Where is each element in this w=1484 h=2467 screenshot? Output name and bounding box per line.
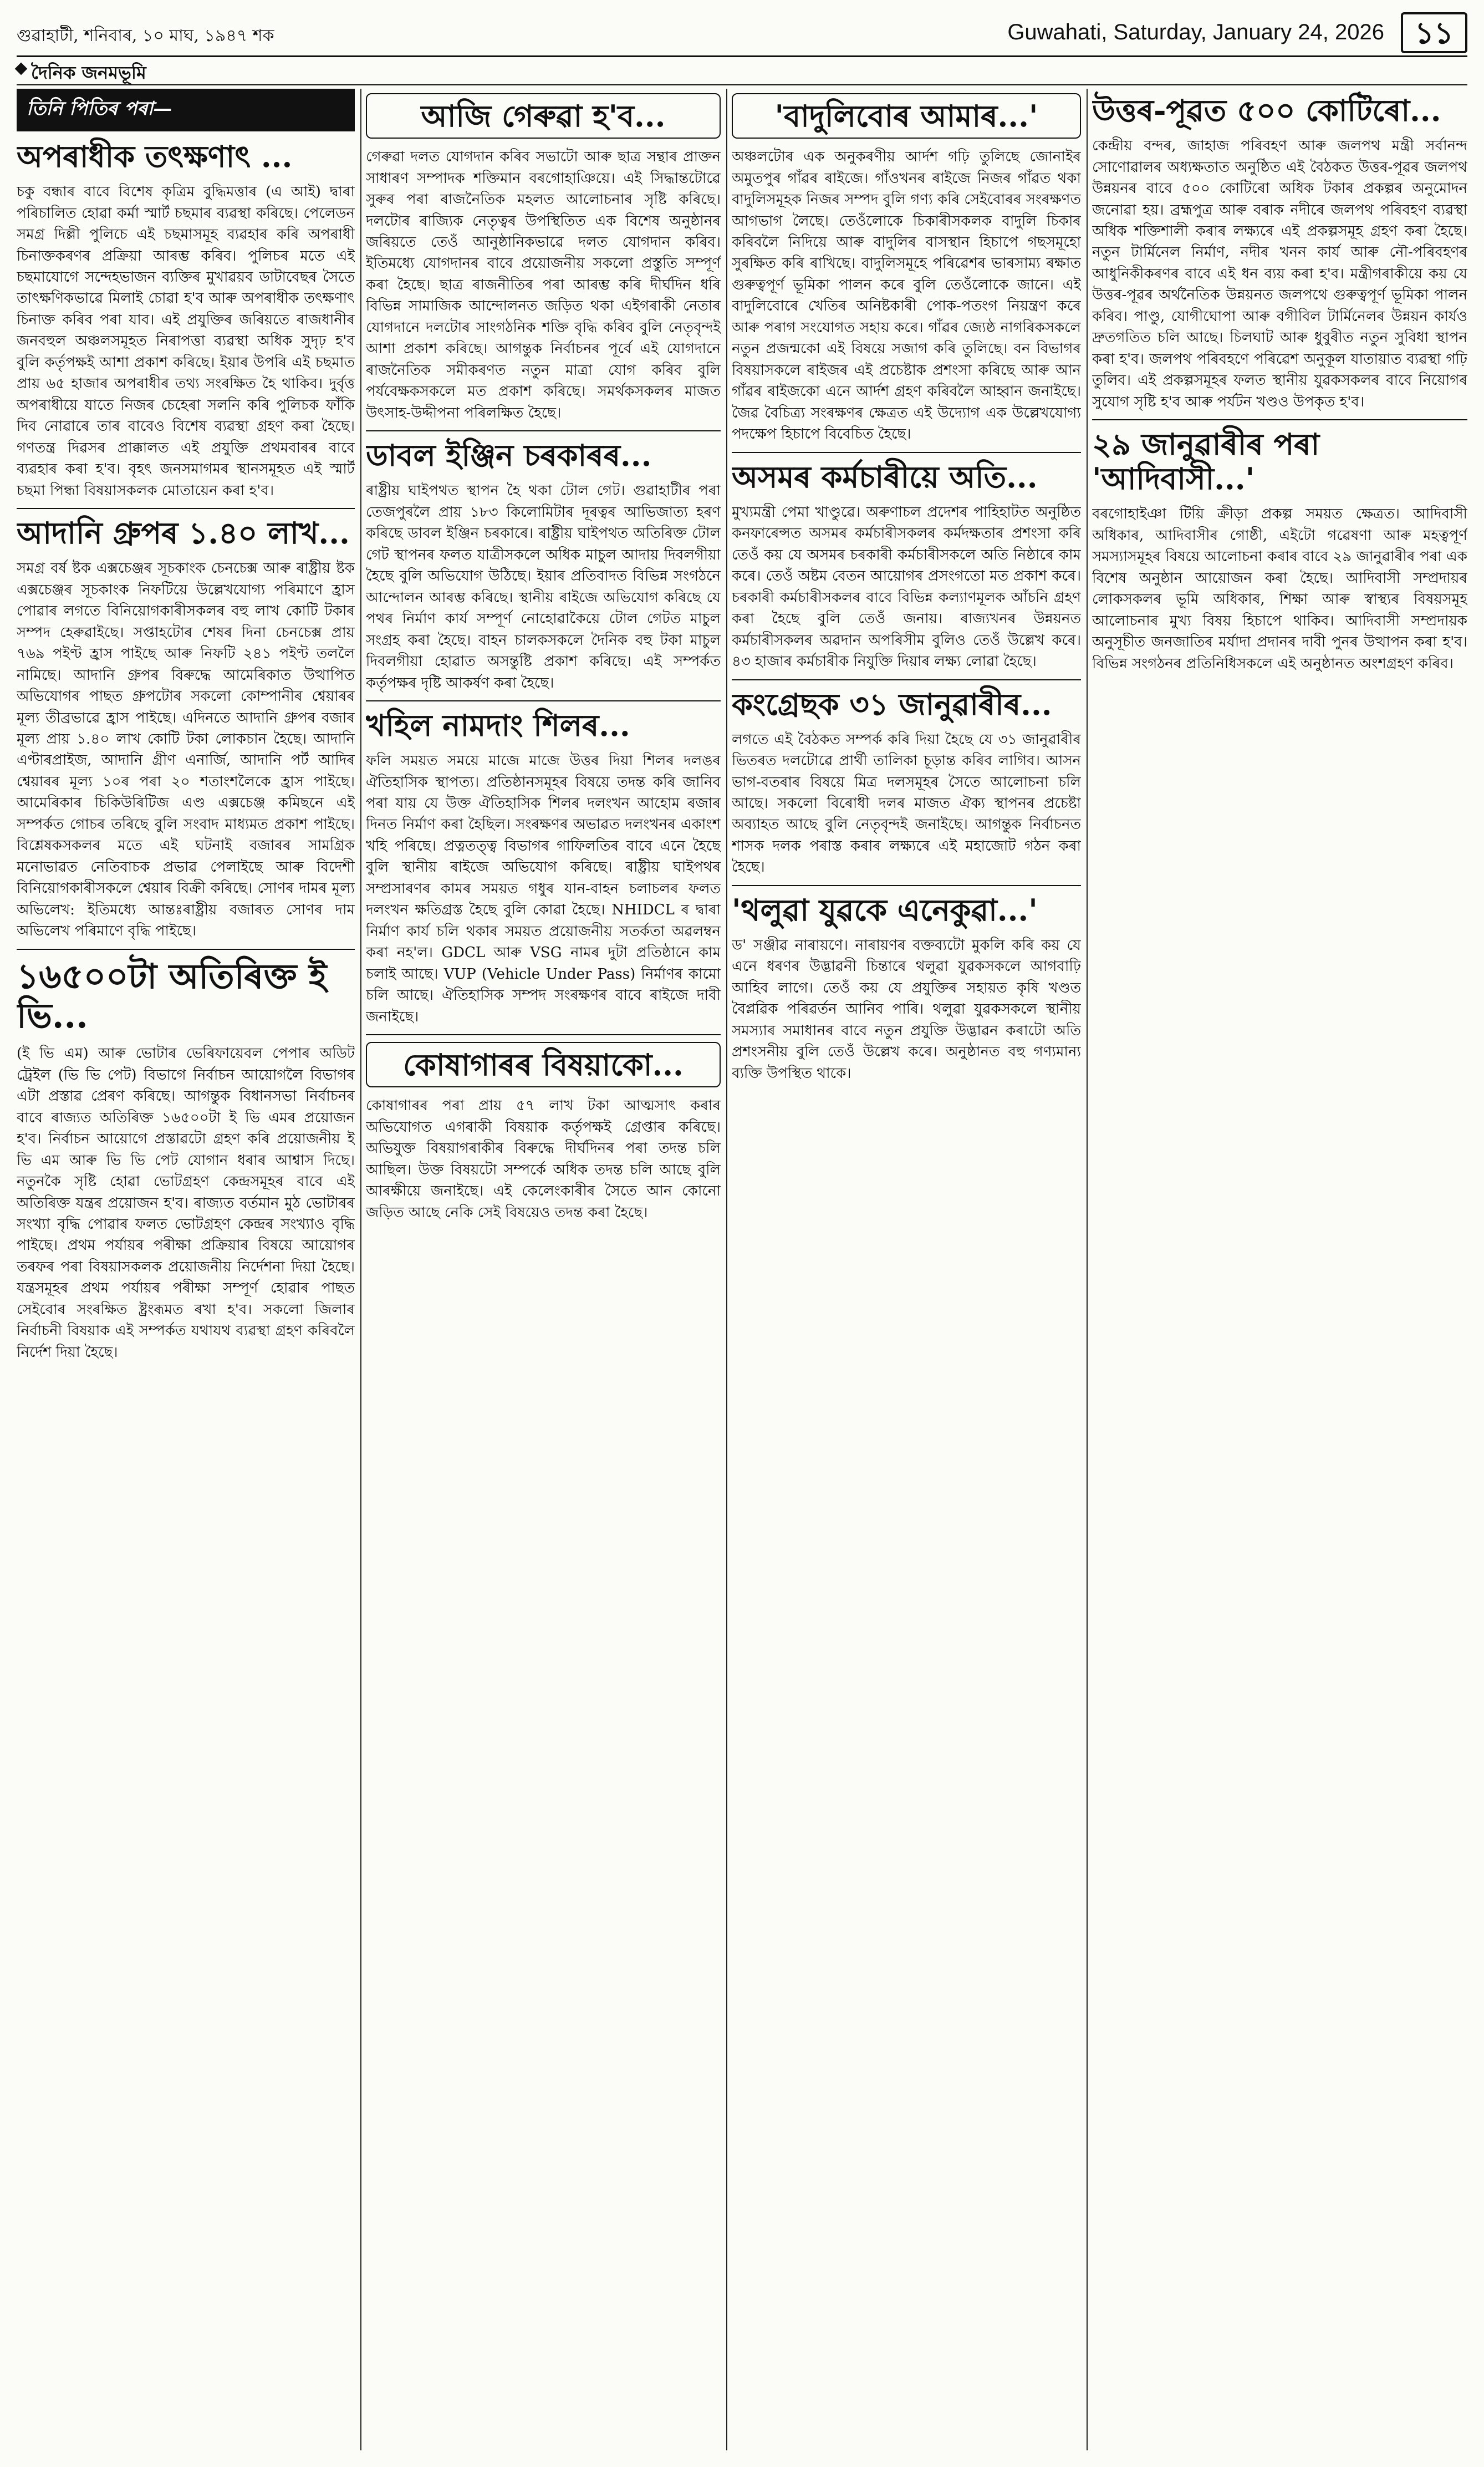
article-headline: ১৬৫০০টা অতিৰিক্ত ই ভি... [17,955,327,1036]
column-2 [366,89,721,2450]
article-headline: অপৰাধীক তৎক্ষণাৎ ... [17,139,293,174]
header-date-english: Guwahati, Saturday, January 24, 2026 [1007,20,1384,44]
header-date-assamese: গুৱাহাটী, শনিবাৰ, ১০ মাঘ, ১৯৪৭ শক [17,26,274,45]
article-evm [17,957,355,1364]
article-body: গেৰুৱা দলত যোগদান কৰিব সভাটো আৰু ছাত্ৰ সন্থাৰ প্ৰাক্তন সাধাৰণ সম্পাদক শক্তিমান বৰগোহাঞিয়ে। এই সিদ্ধান্তটোৱে সুৰুৰ পৰা ৰাজনৈতিক মহলত আলোচনাৰ সৃষ্টি কৰিছে। দলটোৰ ৰাজ্যিক নেতৃত্বৰ উপস্থিতিত এক বিশেষ অনুষ্ঠানৰ জৰিয়তে তেওঁ আনুষ্ঠানিকভাৱে দলত যোগদান কৰিব। ইতিমধ্যে যোগদানৰ বাবে প্ৰয়োজনীয় সকলো প্ৰস্তুতি সম্পূৰ্ণ কৰা হৈছে। ছাত্ৰ ৰাজনীতিৰ পৰা আৰম্ভ কৰি দীৰ্ঘদিন ধৰি বিভিন্ন সামাজিক আন্দোলনত জড়িত থকা এইগৰাকী নেতাৰ যোগদানে দলটোৰ সাংগঠনিক শক্তি বৃদ্ধি কৰিব বুলি নেতৃবৃন্দই আশা প্ৰকাশ কৰিছে। আগন্তুক নিৰ্বাচনৰ পূৰ্বে এই যোগদানে ৰাজনৈতিক সমীকৰণত নতুন মাত্ৰা যোগ কৰিব বুলি পৰ্যবেক্ষকসকলে মত প্ৰকাশ কৰিছে। সমৰ্থকসকলৰ মাজত উৎসাহ-উদ্দীপনা পৰিলক্ষিত হৈছে। [366,149,721,421]
article-separator [366,700,721,701]
article-congress [732,687,1081,878]
article-body: ৰাষ্ট্ৰীয় ঘাইপথত স্থাপন হৈ থকা টোল গেট। গুৱাহাটীৰ পৰা তেজপুৰলৈ প্ৰায় ১৮৩ কিলোমিটাৰ দূৰত্বৰ আভিজাত্য হৰণ কৰিছে ডাবল ইঞ্জিন চৰকাৰে। ৰাষ্ট্ৰীয় ঘাইপথত অতিৰিক্ত টোল গেট স্থাপনৰ ফলত যাত্ৰীসকলে অধিক মাচুল আদায় দিবলগীয়া হৈছে বুলি অভিযোগ উঠিছে। ইয়াৰ প্ৰতিবাদত বিভিন্ন সংগঠনে আন্দোলন আৰম্ভ কৰিছে। স্থানীয় ৰাইজে অভিযোগ কৰিছে যে পথৰ নিৰ্মাণ কাৰ্য সম্পূৰ্ণ নোহোৱাকৈয়ে টোল গেটত মাচুল সংগ্ৰহ কৰা হৈছে। বাহন চালকসকলে দৈনিক বহু টকা মাচুল দিবলগীয়া হোৱাত অসন্তুষ্টি প্ৰকাশ কৰিছে। এই সম্পৰ্কত কৰ্তৃপক্ষৰ দৃষ্টি আকৰ্ষণ কৰা হৈছে। [366,482,721,691]
column-1 [17,89,355,2450]
article-criminal-glasses [17,139,355,501]
article-headline: কংগ্ৰেছক ৩১ জানুৱাৰীৰ... [732,686,1052,722]
article-treasury [366,1042,721,1223]
page-number: ১১ [1401,12,1467,53]
article-headline: খহিল নামদাং শিলৰ... [366,707,630,743]
article-headline: আজি গেৰুৱা হ'ব... [366,93,721,139]
article-headline: ২৯ জানুৱাৰীৰ পৰা 'আদিবাসী...' [1092,426,1320,497]
article-saffron [366,93,721,424]
header-rule [17,55,1467,57]
article-headline: ডাবল ইঞ্জিন চৰকাৰৰ... [366,438,652,474]
article-body: লগতে এই বৈঠকত সম্পৰ্ক কৰি দিয়া হৈছে যে ৩১ জানুৱাৰীৰ ভিতৰত দলটোৱে প্ৰাৰ্থী তালিকা চূড়ান্ত কৰিব লাগিব। আসন ভাগ-বতৰাৰ বিষয়ে মিত্ৰ দলসমূহৰ সৈতে আলোচনা চলি আছে। সকলো বিৰোধী দলৰ মাজত ঐক্য স্থাপনৰ প্ৰচেষ্টা অব্যাহত আছে বুলি নেতৃবৃন্দই জনাইছে। আগন্তুক নিৰ্বাচনত শাসক দলক পৰাস্ত কৰাৰ লক্ষ্যৰে এই মহাজোট গঠন কৰা হৈছে। [732,731,1081,876]
article-bats [732,93,1081,445]
article-headline: অসমৰ কৰ্মচাৰীয়ে অতি... [732,459,1038,495]
article-body: বৰগোহাইঞা টিয়ি ক্ৰীড়া প্ৰকল্প সময়ত ক্ষেত্ৰত। আদিবাসী অধিকাৰ, আদিবাসীৰ গোষ্ঠী, এইটো গৱেষণা আৰু মহত্বপূৰ্ণ সমস্যাসমূহৰ বিষয়ে আলোচনা কৰাৰ বাবে ২৯ জানুৱাৰীৰ পৰা এক বিশেষ অনুষ্ঠান আয়োজন কৰা হৈছে। আদিবাসী সম্প্ৰদায়ৰ লোকসকলৰ ভূমি অধিকাৰ, শিক্ষা আৰু স্বাস্থ্যৰ বিষয়সমূহ আলোচনাৰ মুখ্য বিষয় হিচাপে থাকিব। আদিবাসী সম্প্ৰদায়ক অনুসূচীত জনজাতিৰ মৰ্যাদা প্ৰদানৰ দাবী পুনৰ উত্থাপন কৰা হ'ব। বিভিন্ন সংগঠনৰ প্ৰতিনিধিসকলে এই অনুষ্ঠানত অংশগ্ৰহণ কৰিব। [1092,506,1467,672]
article-headline: 'বাদুলিবোৰ আমাৰ...' [732,93,1081,139]
article-body: মুখ্যমন্ত্ৰী পেমা খাণ্ডুৱে। অৰুণাচল প্ৰদেশৰ পাহিহাটত অনুষ্ঠিত কনফাৰেন্সত অসমৰ কৰ্মচাৰীসকলৰ কৰ্মদক্ষতাৰ প্ৰশংসা কৰি তেওঁ কয় যে অসমৰ চৰকাৰী কৰ্মচাৰীসকলে অতি নিষ্ঠাৰে কাম কৰে। তেওঁ অষ্টম বেতন আয়োগৰ প্ৰসংগতো মত প্ৰকাশ কৰে। চৰকাৰী কৰ্মচাৰীসকলৰ বাবে বিভিন্ন কল্যাণমূলক আঁচনি গ্ৰহণ কৰা হৈছে বুলি তেওঁ জনায়। ৰাজ্যখনৰ উন্নয়নত কৰ্মচাৰীসকলৰ অৱদান অপৰিসীম বুলিও তেওঁ উল্লেখ কৰে। ৪৩ হাজাৰ কৰ্মচাৰীক নিযুক্তি দিয়াৰ লক্ষ্য লোৱা হৈছে। [732,503,1081,670]
article-body: ড' সঞ্জীৱ নাৰায়ণে। নাৰায়ণৰ বক্তব্যটো মুকলি কৰি কয় যে এনে ধৰণৰ উদ্ভাৱনী চিন্তাৰে থলুৱা যুৱকসকলে আগবাঢ়ি আহিব লাগে। তেওঁ কয় যে প্ৰযুক্তিৰ সহায়ত কৃষি খণ্ডত বৈপ্লৱিক পৰিৱৰ্তন আনিব পাৰি। থলুৱা যুৱকসকলে স্থানীয় সমস্যাৰ সমাধানৰ বাবে নতুন প্ৰযুক্তি উদ্ভাৱন কৰাটো অতি প্ৰশংসনীয় বুলি তেওঁ উল্লেখ কৰে। অনুষ্ঠানত বহু গণ্যমান্য ব্যক্তি উপস্থিত থাকে। [732,937,1081,1082]
article-northeast-500-crore [1092,93,1467,413]
column-3 [732,89,1081,2450]
article-namdang-bridge [366,708,721,1028]
article-adivasi [1092,427,1467,674]
brand-rule [17,84,1467,85]
article-separator [366,430,721,431]
article-assam-employees [732,460,1081,673]
article-body: কোষাগাৰৰ পৰা প্ৰায় ৫৭ লাখ টকা আত্মসাৎ কৰাৰ অভিযোগত এগৰাকী বিষয়াক কৰ্তৃপক্ষই গ্ৰেপ্তাৰ কৰিছে। অভিযুক্ত বিষয়াগৰাকীৰ বিৰুদ্ধে দীৰ্ঘদিনৰ পৰা তদন্ত চলি আছিল। উক্ত বিষয়টো সম্পৰ্কে অধিক তদন্ত চলি আছে বুলি আৰক্ষীয়ে জনাইছে। এই কেলেংকাৰীৰ সৈতে আন কোনো জড়িত আছে নেকি সেই বিষয়েও তদন্ত কৰা হৈছে। [366,1097,721,1221]
article-body: সমগ্ৰ বৰ্ষ ষ্টক এক্সচেঞ্জৰ সূচকাংক চেনচেক্স আৰু ৰাষ্ট্ৰীয় ষ্টক এক্সচেঞ্জৰ সূচকাংক নিফটিয়ে উল্লেখযোগ্য পৰিমাণে হ্ৰাস পোৱাৰ লগতে বিনিয়োগকাৰীসকলৰ বহু লাখ কোটি টকাৰ সম্পদ হেৰুৱাইছে। সপ্তাহটোৰ শেষৰ দিনা চেনচেক্স প্ৰায় ৭৬৯ পইণ্ট হ্ৰাস পাইছে আৰু নিফটি ২৪১ পইণ্ট তললৈ নামিছে। আদানি গ্ৰুপৰ বিৰুদ্ধে আমেৰিকাত উত্থাপিত অভিযোগৰ পাছত গ্ৰুপটোৰ সকলো কোম্পানীৰ শ্বেয়াৰৰ মূল্য তীব্ৰভাৱে হ্ৰাস পাইছে। এদিনতে আদানি গ্ৰুপৰ বজাৰ মূল্য প্ৰায় ১.৪০ লাখ কোটি টকা লোকচান হৈছে। আদানি এণ্টাৰপ্ৰাইজ, আদানি গ্ৰীণ এনাৰ্জি, আদানি পৰ্ট আদিৰ শ্বেয়াৰৰ মূল্য ১০ৰ পৰা ২০ শতাংশলৈকে হ্ৰাস পাইছে। আমেৰিকাৰ চিকিউৰিটিজ এণ্ড এক্সচেঞ্জ কমিছনে এই সম্পৰ্কত গোচৰ তৰিছে বুলি সংবাদ মাধ্যমত প্ৰকাশ পাইছে। বিশ্লেষকসকলৰ মতে এই ঘটনাই বজাৰৰ সামগ্ৰিক মনোভাৱত নেতিবাচক প্ৰভাৱ পেলাইছে আৰু বিদেশী বিনিয়োগকাৰীসকলে শ্বেয়াৰ বিক্ৰী কৰিছে। সোণৰ দামৰ মূল্য অভিলেখ: ইতিমধ্যে আন্তঃৰাষ্ট্ৰীয় বজাৰত সোণৰ দাম অভিলেখ পৰিমাণে বৃদ্ধি পাইছে। [17,560,355,940]
article-separator [732,679,1081,680]
article-separator [732,452,1081,453]
article-body: ফলি সময়ত সময়ে মাজে মাজে উত্তৰ দিয়া শিলৰ দলঙৰ ঐতিহাসিক স্থাপত্য। প্ৰতিষ্ঠানসমূহৰ বিষয়ে তদন্ত কৰি জানিব পৰা যায় যে উক্ত ঐতিহাসিক শিলৰ দলংখন আহোম ৰজাৰ দিনত নিৰ্মাণ কৰা হৈছিল। সংৰক্ষণৰ অভাৱত দলংখনৰ একাংশ খহি পৰিছে। প্ৰত্নতত্ত্ব বিভাগৰ গাফিলতিৰ বাবে এনে হৈছে বুলি স্থানীয় ৰাইজে অভিযোগ কৰিছে। ৰাষ্ট্ৰীয় ঘাইপথৰ সম্প্ৰসাৰণৰ কামৰ সময়ত গধুৰ যান-বাহন চলাচলৰ ফলত দলংখন ক্ষতিগ্ৰস্ত হৈছে বুলি কোৱা হৈছে। NHIDCL ৰ দ্বাৰা নিৰ্মাণ কাৰ্য চলি থকাৰ সময়ত প্ৰয়োজনীয় সতৰ্কতা অৱলম্বন কৰা নহ'ল। GDCL আৰু VSG নামৰ দুটা প্ৰতিষ্ঠানে কাম চলাই আছে। VUP (Vehicle Under Pass) নিৰ্মাণৰ কামো চলি আছে। ঐতিহাসিক সম্পদ সংৰক্ষণৰ বাবে ৰাইজে দাবী জনাইছে। [366,752,721,1025]
article-separator [1092,419,1467,420]
article-separator [17,508,355,509]
column-4 [1092,89,1467,2450]
article-separator [732,885,1081,886]
article-headline: 'থলুৱা যুৱকে এনেকুৱা...' [732,892,1038,928]
article-headline: কোষাগাৰৰ বিষয়াকো... [366,1042,721,1087]
newspaper-brand: দৈনিক জনমভূমি [17,59,146,89]
article-body: কেন্দ্ৰীয় বন্দৰ, জাহাজ পৰিবহণ আৰু জলপথ মন্ত্ৰী সৰ্বানন্দ সোণোৱালৰ অধ্যক্ষতাত অনুষ্ঠিত এই বৈঠকত উত্তৰ-পূৱৰ জলপথ উন্নয়নৰ বাবে ৫০০ কোটিৰো অধিক টকাৰ প্ৰকল্পৰ অনুমোদন জনোৱা হয়। ব্ৰহ্মপুত্ৰ আৰু বৰাক নদীৰে জলপথ পৰিবহণ ব্যৱস্থা অধিক শক্তিশালী কৰাৰ লক্ষ্যৰে এই প্ৰকল্পসমূহ গ্ৰহণ কৰা হৈছে। নতুন টাৰ্মিনেল নিৰ্মাণ, নদীৰ খনন কাৰ্য আৰু নৌ-পৰিবহণৰ আধুনিকীকৰণৰ বাবে এই ধন ব্যয় কৰা হ'ব। মন্ত্ৰীগৰাকীয়ে কয় যে উত্তৰ-পূৱৰ অৰ্থনৈতিক উন্নয়নত জলপথে গুৰুত্বপূৰ্ণ ভূমিকা পালন কৰিব। পাণ্ডু, যোগীঘোপা আৰু বগীবিল টাৰ্মিনেলৰ উন্নয়ন কাৰ্যও দ্ৰুতগতিত চলি আছে। চিলঘাট আৰু ধুবুৰীত নতুন সুবিধা স্থাপন কৰা হ'ব। জলপথ পৰিবহণে পৰিৱেশ অনুকূল যাতায়াত ব্যৱস্থা গঢ়ি তুলিব। এই প্ৰকল্পসমূহৰ ফলত স্থানীয় যুৱকসকলৰ বাবে নিয়োগৰ সুযোগ সৃষ্টি হ'ব আৰু পৰ্যটন খণ্ডও উপকৃত হ'ব। [1092,138,1467,410]
article-headline: উত্তৰ-পূৱত ৫০০ কোটিৰো... [1092,93,1441,128]
page-header [17,12,1467,51]
article-headline: আদানি গ্ৰুপৰ ১.৪০ লাখ... [17,515,350,551]
article-separator [17,949,355,950]
article-adani-group [17,516,355,942]
column-divider [1087,89,1088,2450]
article-body: চকু বন্ধাৰ বাবে বিশেষ কৃত্ৰিম বুদ্ধিমত্তাৰ (এ আই) দ্বাৰা পৰিচালিত হোৱা কৰ্মা স্মাৰ্ট চছমাৰ ব্যৱস্থা কৰিছে। পেলেডন সমগ্ৰ দিল্লী পুলিচে এই চছমাসমূহ ব্যৱহাৰ কৰি অপৰাধী চিনাক্তকৰণৰ প্ৰক্ৰিয়া আৰম্ভ কৰিব। পুলিচৰ মতে এই চছমাযোগে সন্দেহভাজন ব্যক্তিৰ মুখাৱয়ব ডাটাবেছৰ সৈতে তাৎক্ষণিকভাৱে মিলাই চোৱা হ'ব আৰু অপৰাধীক তৎক্ষণাৎ চিনাক্ত কৰিব পৰা যাব। এই প্ৰযুক্তিৰ জৰিয়তে ৰাজধানীৰ জনবহুল অঞ্চলসমূহত নিৰাপত্তা ব্যৱস্থা অধিক সুদৃঢ় হ'ব বুলি কৰ্তৃপক্ষই আশা প্ৰকাশ কৰিছে। ইয়াৰ উপৰি এই চছমাত প্ৰায় ৬৫ হাজাৰ অপৰাধীৰ তথ্য সংৰক্ষিত হৈ থাকিব। দুৰ্বৃত্ত অপৰাধীয়ে যাতে নিজৰ চেহেৰা সলনি কৰি পুলিচক ফাঁকি দিব নোৱাৰে তাৰ বাবেও বিশেষ ব্যৱস্থা গ্ৰহণ কৰা হৈছে। গণতন্ত্ৰ দিৱসৰ প্ৰাক্কালত এই প্ৰযুক্তি প্ৰথমবাৰৰ বাবে ব্যৱহাৰ কৰা হ'ব। বৃহৎ জনসমাগমৰ স্থানসমূহত এই স্মাৰ্ট চছমা পিন্ধা বিষয়াসকলক মোতায়েন কৰা হ'ব। [17,184,355,499]
section-label: তিনি পিতিৰ পৰা— [17,89,355,131]
column-divider [726,89,727,2450]
article-local-youth [732,893,1081,1084]
article-separator [366,1034,721,1035]
article-body: (ই ভি এম) আৰু ভোটাৰ ভেৰিফায়েবল পেপাৰ অডিট ট্ৰেইল (ভি ভি পেট) বিভাগে নিৰ্বাচন আয়োগলৈ বিভাগৰ এটা প্ৰস্তাৱ প্ৰেৰণ কৰিছে। আগন্তুক বিধানসভা নিৰ্বাচনৰ বাবে ৰাজ্যত অতিৰিক্ত ১৬৫০০টা ই ভি এমৰ প্ৰয়োজন হ'ব। নিৰ্বাচন আয়োগে প্ৰস্তাৱটো গ্ৰহণ কৰি প্ৰয়োজনীয় ই ভি এম আৰু ভি ভি পেট যোগান ধৰাৰ আশ্বাস দিছে। নতুনকৈ সৃষ্টি হোৱা ভোটগ্ৰহণ কেন্দ্ৰসমূহৰ বাবে এই অতিৰিক্ত যন্ত্ৰৰ প্ৰয়োজন হ'ব। ৰাজ্যত বৰ্তমান মুঠ ভোটাৰৰ সংখ্যা বৃদ্ধি পোৱাৰ ফলত ভোটগ্ৰহণ কেন্দ্ৰৰ সংখ্যাও বৃদ্ধি পাইছে। প্ৰথম পৰ্যায়ৰ পৰীক্ষা প্ৰক্ৰিয়াৰ বিষয়ে আয়োগৰ তৰফৰ পৰা বিষয়াসকলক প্ৰয়োজনীয় নিৰ্দেশনা দিয়া হৈছে। যন্ত্ৰসমূহৰ প্ৰথম পৰ্যায়ৰ পৰীক্ষা সম্পূৰ্ণ হোৱাৰ পাছত সেইবোৰ সংৰক্ষিত ষ্ট্ৰংৰূমত ৰখা হ'ব। সকলো জিলাৰ নিৰ্বাচনী বিষয়াক এই সম্পৰ্কত যথাযথ ব্যৱস্থা গ্ৰহণ কৰিবলৈ নিৰ্দেশ দিয়া হৈছে। [17,1045,355,1361]
article-double-engine [366,438,721,694]
column-divider [360,89,361,2450]
article-body: অঞ্চলটোৰ এক অনুকৰণীয় আৰ্দশ গঢ়ি তুলিছে জোনাইৰ অমুতপুৰ গাঁৱৰ ৰাইজে। গাঁওখনৰ ৰাইজে নিজৰ গাঁৱত থকা বাদুলিসমূহক নিজৰ সম্পদ বুলি গণ্য কৰি সেইবোৰৰ সংৰক্ষণত আগভাগ লৈছে। তেওঁলোকে চিকাৰীসকলক বাদুলি চিকাৰ কৰিবলৈ নিদিয়ে আৰু বাদুলিৰ বাসস্থান হিচাপে গছসমূহো সুৰক্ষিত কৰি ৰাখিছে। বাদুলিসমূহে পৰিৱেশৰ ভাৰসাম্য ৰক্ষাত গুৰুত্বপূৰ্ণ ভূমিকা পালন কৰে বুলি তেওঁলোকে জানে। এই বাদুলিবোৰে খেতিৰ অনিষ্টকাৰী পোক-পতংগ নিয়ন্ত্ৰণ কৰে আৰু পৰাগ সংযোগত সহায় কৰে। গাঁৱৰ জ্যেষ্ঠ নাগৰিকসকলে নতুন প্ৰজন্মকো এই বিষয়ে সজাগ কৰি তুলিছে। বন বিভাগৰ বিষয়াসকলে ৰাইজৰ এই প্ৰচেষ্টাক প্ৰশংসা কৰিছে আৰু আন গাঁৱৰ ৰাইজকো এনে আৰ্দশ গ্ৰহণ কৰিবলৈ আহ্বান জনাইছে। জৈৱ বৈচিত্ৰ্য সংৰক্ষণৰ ক্ষেত্ৰত এই উদ্যোগ এক উল্লেখযোগ্য পদক্ষেপ হিচাপে বিবেচিত হৈছে। [732,149,1081,443]
